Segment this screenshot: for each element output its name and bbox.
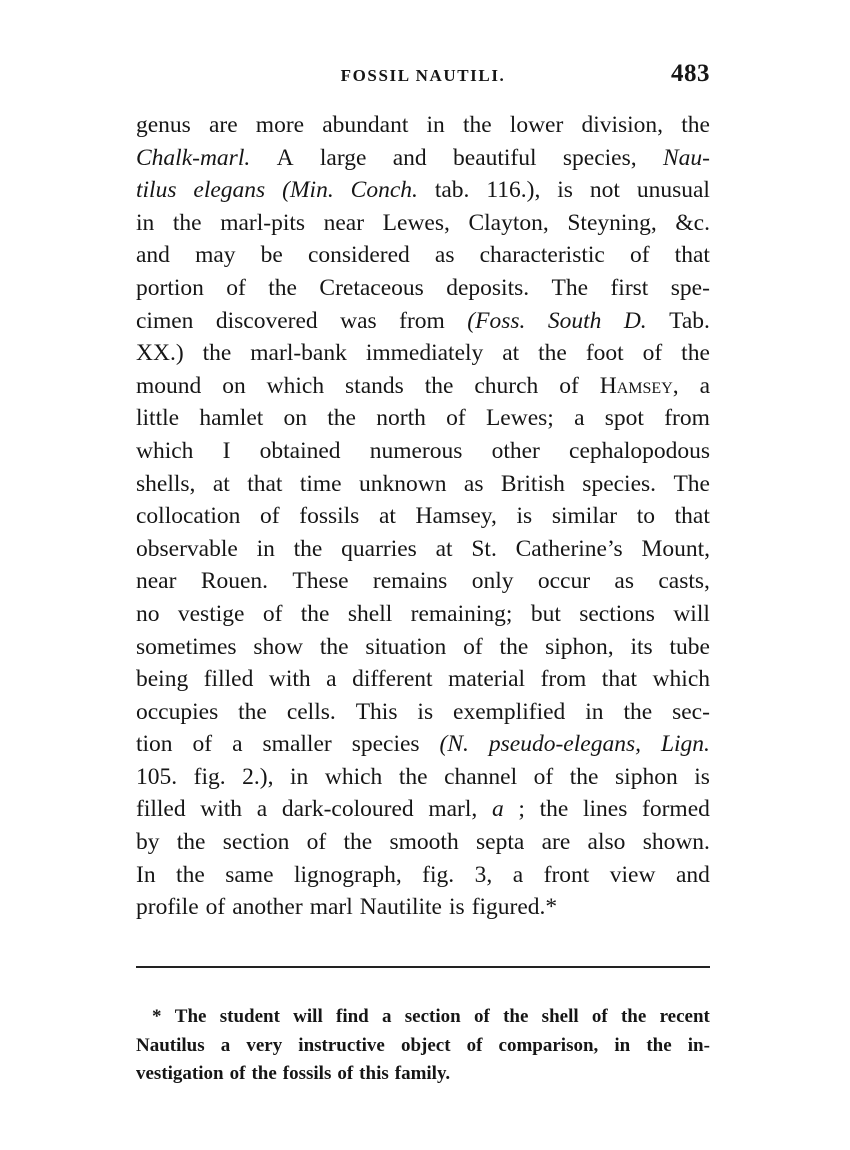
body_lines-line <box>136 663 710 696</box>
word: In <box>136 861 156 888</box>
word: of <box>642 340 663 367</box>
word: spot <box>604 405 644 432</box>
word: sometimes <box>136 633 237 660</box>
word: * <box>152 1006 162 1027</box>
footnote_lines-line <box>136 1060 710 1089</box>
word: the <box>620 1006 647 1027</box>
word: XX.) <box>136 340 184 367</box>
word: section <box>404 1006 461 1027</box>
word: from <box>540 666 587 693</box>
body_lines-line <box>136 174 710 207</box>
word: which <box>652 666 710 693</box>
word: fossils <box>282 1063 332 1084</box>
word: the <box>300 600 330 627</box>
running-title: FOSSIL NAUTILI. <box>340 66 506 85</box>
word: is <box>694 763 710 790</box>
word: unusual <box>636 177 710 204</box>
word: lines <box>582 796 628 823</box>
word: and <box>136 242 170 269</box>
word: comparison, <box>498 1034 599 1056</box>
word: fig. <box>193 763 226 790</box>
word: Nautilus <box>136 1034 205 1056</box>
word: which <box>266 372 325 399</box>
word: in- <box>687 1034 710 1056</box>
word: of <box>559 372 579 399</box>
word: and <box>392 144 427 171</box>
word: large <box>319 144 367 171</box>
body_lines-line <box>136 696 710 729</box>
body_lines-line <box>136 533 710 566</box>
word: species, <box>562 144 637 171</box>
body_lines-line <box>136 598 710 631</box>
word: species. <box>582 470 657 497</box>
word: British <box>500 470 565 497</box>
body-text <box>136 109 710 924</box>
word: formed <box>642 796 710 823</box>
word: remaining; <box>410 600 513 627</box>
word: little <box>136 405 180 432</box>
word: Nau- <box>662 144 710 171</box>
word: mound <box>136 372 202 399</box>
word: of <box>337 1063 354 1084</box>
word: from <box>664 405 710 432</box>
word: Mount, <box>641 535 710 562</box>
word: on <box>222 372 246 399</box>
word: view <box>609 861 656 888</box>
word: at <box>502 340 520 367</box>
word: the <box>327 405 356 432</box>
word: this <box>359 1063 389 1084</box>
word: Clayton, <box>468 209 549 236</box>
word: a <box>512 861 524 888</box>
word: the <box>681 340 710 367</box>
word: situation <box>365 633 447 660</box>
word: tube <box>669 633 710 660</box>
body_lines-line <box>136 565 710 598</box>
word: marl-pits <box>220 209 306 236</box>
word: a <box>220 1034 231 1056</box>
word: shell <box>541 1006 579 1027</box>
word: abundant <box>322 112 409 138</box>
word: the <box>343 829 373 856</box>
word: in <box>256 535 275 562</box>
word: be <box>260 242 283 269</box>
word: profile <box>136 894 199 921</box>
word: cephalopodous <box>569 437 710 464</box>
footnote_lines-line <box>136 1032 710 1061</box>
word: the <box>319 633 349 660</box>
word: student <box>219 1006 280 1027</box>
word: pseudo-elegans, <box>488 731 641 758</box>
word: ; <box>518 796 525 823</box>
word: quarries <box>341 535 417 562</box>
word: septa <box>476 829 525 856</box>
word: the <box>462 112 492 138</box>
word: the <box>251 1063 277 1084</box>
word: more <box>255 112 305 138</box>
body_lines-line <box>136 207 710 240</box>
word: figured.* <box>471 894 558 921</box>
word: immediately <box>365 340 484 367</box>
word: at <box>435 535 453 562</box>
word: cimen <box>136 307 194 334</box>
word: being <box>136 666 189 693</box>
word: was <box>340 307 377 334</box>
word: spe- <box>670 274 710 301</box>
word: filled <box>203 666 254 693</box>
word: a <box>326 666 337 693</box>
word: church <box>474 372 539 399</box>
word: similar <box>551 503 618 530</box>
word: marl-bank <box>250 340 347 367</box>
word: north <box>376 405 426 432</box>
body_lines-line <box>136 142 710 175</box>
word: St. <box>471 535 497 562</box>
word: Hamsey, <box>415 503 497 530</box>
word: Chalk-marl. <box>136 144 251 171</box>
word: smaller <box>262 731 332 758</box>
word: The <box>174 1006 207 1027</box>
word: section <box>222 829 290 856</box>
word: but <box>530 600 561 627</box>
word: portion <box>136 274 204 301</box>
word: of <box>629 242 650 269</box>
word: to <box>636 503 656 530</box>
word: the <box>176 829 206 856</box>
word: elegans <box>193 177 266 204</box>
word: only <box>471 568 514 595</box>
word: the <box>538 340 567 367</box>
word: occur <box>537 568 591 595</box>
word: the <box>681 112 710 138</box>
word: is <box>449 894 465 921</box>
body_lines-line <box>136 891 710 924</box>
word: on <box>283 405 308 432</box>
word: a <box>382 1006 392 1027</box>
body_lines-line <box>136 370 710 403</box>
word: a <box>699 372 710 399</box>
word: of <box>205 894 226 921</box>
body_lines-line <box>136 793 710 826</box>
word: of <box>533 763 554 790</box>
word: object <box>400 1034 451 1056</box>
word: no <box>136 600 160 627</box>
word: marl <box>309 894 353 921</box>
word: the <box>424 372 454 399</box>
word: Rouen. <box>200 568 269 595</box>
word: is <box>557 177 573 204</box>
word: near <box>323 209 365 236</box>
word: exemplified <box>453 698 566 725</box>
footnote-rule <box>136 966 710 968</box>
word: 2.), <box>242 763 274 790</box>
word: of <box>473 1006 490 1027</box>
word: the <box>293 535 323 562</box>
word: a <box>256 796 268 823</box>
word: fossils <box>299 503 360 530</box>
word: of <box>463 633 483 660</box>
word: in <box>585 698 604 725</box>
word: recent <box>659 1006 710 1027</box>
word: may <box>195 242 236 269</box>
running-head <box>136 60 710 90</box>
body_lines-line <box>136 728 710 761</box>
word: remains <box>372 568 448 595</box>
word: of <box>260 503 280 530</box>
word: occupies <box>136 698 219 725</box>
body_lines-line <box>136 239 710 272</box>
word: not <box>589 177 620 204</box>
word: time <box>299 470 342 497</box>
word: with <box>200 796 243 823</box>
word: of <box>262 600 283 627</box>
word: considered <box>307 242 410 269</box>
page-number: 483 <box>671 60 710 87</box>
word: species <box>351 731 420 758</box>
word: the <box>398 763 428 790</box>
word: show <box>253 633 303 660</box>
body_lines-line <box>136 468 710 501</box>
word: Hamsey, <box>599 372 679 399</box>
word: very <box>246 1034 283 1056</box>
word: Lign. <box>660 731 710 758</box>
word: cells. <box>286 698 336 725</box>
word: of <box>229 1063 246 1084</box>
word: other <box>491 437 540 464</box>
word: with <box>268 666 311 693</box>
body_lines-line <box>136 631 710 664</box>
word: (N. <box>439 731 469 758</box>
word: of <box>192 731 213 758</box>
word: A <box>276 144 294 171</box>
word: shell <box>347 600 393 627</box>
word: smooth <box>389 829 459 856</box>
word: which <box>324 763 383 790</box>
word: the <box>202 340 232 367</box>
word: vestige <box>177 600 245 627</box>
body_lines-line <box>136 109 710 142</box>
word: filled <box>136 796 186 823</box>
word: fig. <box>422 861 455 888</box>
word: is <box>516 503 533 530</box>
footnote <box>136 1003 710 1089</box>
word: that <box>601 666 638 693</box>
word: Steyning, <box>567 209 657 236</box>
word: vestigation <box>136 1063 224 1084</box>
word: D. <box>623 307 647 334</box>
word: Nautilite <box>359 894 442 921</box>
word: the <box>539 796 569 823</box>
word: observable <box>136 535 238 562</box>
word: collocation <box>136 503 241 530</box>
word: discovered <box>215 307 318 334</box>
word: marl, <box>428 796 478 823</box>
word: the <box>238 698 267 725</box>
word: division, <box>581 112 664 138</box>
word: I <box>222 437 231 464</box>
word: find <box>336 1006 369 1027</box>
word: sec- <box>672 698 710 725</box>
word: as <box>463 470 484 497</box>
word: another <box>232 894 303 921</box>
word: as <box>614 568 634 595</box>
word: instructive <box>298 1034 385 1056</box>
word: Cretaceous <box>319 274 424 301</box>
word: that <box>674 503 710 530</box>
word: the <box>268 274 297 301</box>
word: the <box>623 698 653 725</box>
word: is <box>417 698 434 725</box>
word: and <box>675 861 710 888</box>
word: The <box>673 470 710 497</box>
word: 3, <box>474 861 493 888</box>
word: tion <box>136 731 173 758</box>
body_lines-line <box>136 402 710 435</box>
word: as <box>434 242 455 269</box>
word: near <box>136 568 177 595</box>
word: are <box>541 829 571 856</box>
word: different <box>352 666 433 693</box>
word: siphon <box>615 763 678 790</box>
word: of <box>306 829 327 856</box>
word: the <box>172 209 202 236</box>
word: hamlet <box>199 405 264 432</box>
word: the <box>503 1006 529 1027</box>
word: These <box>292 568 349 595</box>
word: unknown <box>359 470 447 497</box>
body_lines-line <box>136 761 710 794</box>
word: obtained <box>259 437 341 464</box>
word: which <box>136 437 194 464</box>
word: that <box>674 242 710 269</box>
word: its <box>630 633 653 660</box>
word: first <box>610 274 649 301</box>
word: a <box>232 731 243 758</box>
word: channel <box>444 763 518 790</box>
word: a <box>574 405 585 432</box>
word: characteristic <box>479 242 605 269</box>
word: &c. <box>675 209 710 236</box>
word: beautiful <box>453 144 537 171</box>
word: numerous <box>369 437 463 464</box>
word: by <box>136 829 160 856</box>
word: lignograph, <box>294 861 402 888</box>
word: sections <box>579 600 655 627</box>
word: material <box>448 666 526 693</box>
word: also <box>587 829 626 856</box>
word: 116.), <box>486 177 541 204</box>
word: Lewes; <box>485 405 554 432</box>
word: are <box>208 112 238 138</box>
word: 105. <box>136 763 178 790</box>
word: genus <box>136 112 191 138</box>
body_lines-line <box>136 435 710 468</box>
word: Tab. <box>669 307 710 334</box>
word: Conch. <box>350 177 418 204</box>
word: will <box>673 600 710 627</box>
word: in <box>290 763 309 790</box>
word: the <box>646 1034 672 1056</box>
body_lines-line <box>136 859 710 892</box>
word: of <box>591 1006 608 1027</box>
word: dark-coloured <box>281 796 414 823</box>
body_lines-line <box>136 337 710 370</box>
word: casts, <box>658 568 710 595</box>
word: This <box>355 698 398 725</box>
word: the <box>569 763 599 790</box>
word: from <box>399 307 445 334</box>
word: the <box>176 861 205 888</box>
body_lines-line <box>136 272 710 305</box>
word: shown. <box>642 829 710 856</box>
word: of <box>226 274 246 301</box>
word: family. <box>394 1063 451 1084</box>
word: in <box>614 1034 631 1056</box>
word: tab. <box>434 177 470 204</box>
word: that <box>247 470 283 497</box>
word: in <box>426 112 445 138</box>
word: lower <box>509 112 564 138</box>
word: Lewes, <box>382 209 450 236</box>
body_lines-line <box>136 305 710 338</box>
word: South <box>547 307 602 334</box>
word: at <box>212 470 230 497</box>
word: in <box>136 209 155 236</box>
footnote_lines-line <box>136 1003 710 1032</box>
word: (Foss. <box>467 307 526 334</box>
word: foot <box>585 340 624 367</box>
word: tilus <box>136 177 177 204</box>
word: stands <box>345 372 404 399</box>
word: same <box>225 861 274 888</box>
body_lines-line <box>136 826 710 859</box>
word: at <box>378 503 396 530</box>
word: a <box>491 796 504 823</box>
word: front <box>543 861 590 888</box>
word: will <box>293 1006 323 1027</box>
word: siphon, <box>545 633 614 660</box>
word: Catherine’s <box>515 535 623 562</box>
word: (Min. <box>282 177 334 204</box>
word: of <box>446 405 466 432</box>
word: deposits. <box>446 274 530 301</box>
word: shells, <box>136 470 196 497</box>
body_lines-line <box>136 500 710 533</box>
word: The <box>551 274 589 301</box>
word: the <box>499 633 529 660</box>
word: of <box>466 1034 483 1056</box>
